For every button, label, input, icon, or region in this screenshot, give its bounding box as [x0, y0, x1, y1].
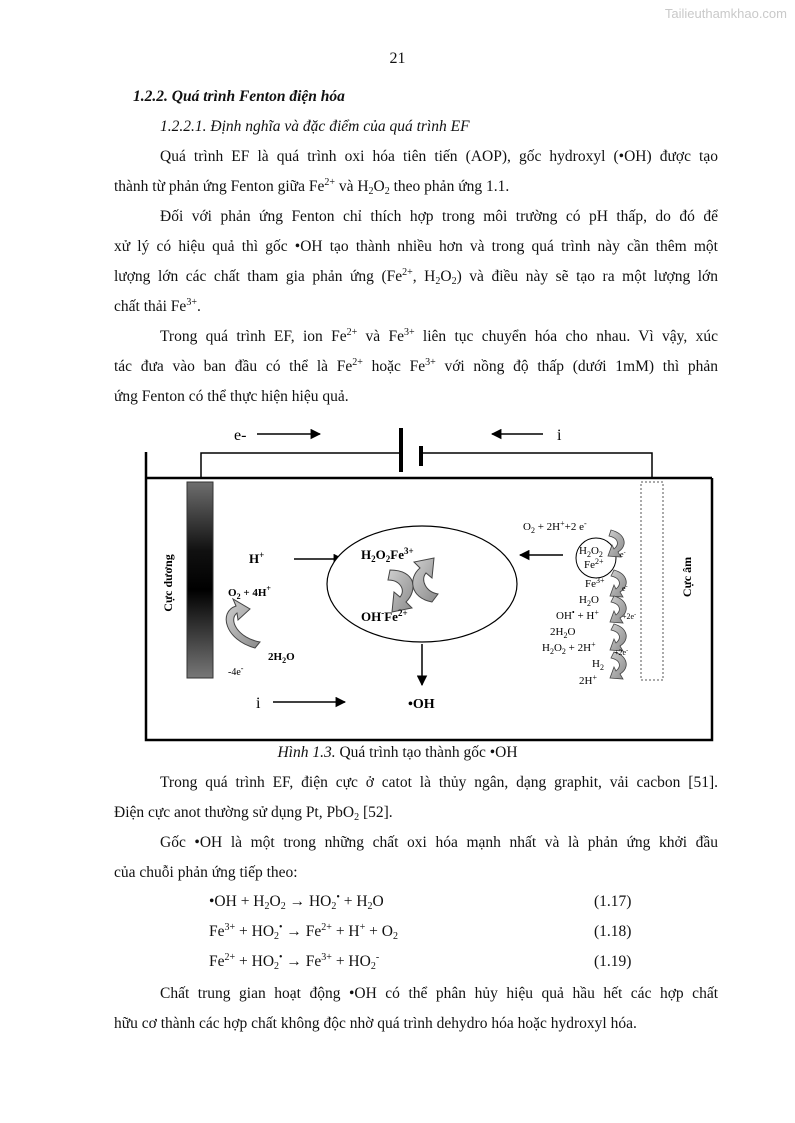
cathode-electrode — [641, 482, 663, 680]
cathode-c6: OH• + H+ — [556, 608, 599, 622]
figure-caption: Hình 1.3. Quá trình tạo thành gốc •OH — [277, 744, 518, 761]
paragraph-line: ứng Fenton có thể thực hiện hiệu quả. — [114, 388, 349, 405]
paragraph-line: Quá trình EF là quá trình oxi hóa tiên tiến (AOP), gốc hydroxyl (•OH) được tạo — [160, 148, 718, 165]
section-title: 1.2.2. Quá trình Fenton điện hóa — [133, 88, 345, 105]
paragraph-line: Trong quá trình EF, điện cực ở catot là thủy ngân, dạng graphit, vải cacbon [51]. — [160, 774, 718, 791]
cathode-label: Cực âm — [680, 556, 694, 598]
small-e-label: e- — [620, 550, 626, 559]
page-number: 21 — [389, 50, 406, 67]
cathode-c5: $H_2O$ — [579, 594, 599, 608]
small-e-label: +2e- — [614, 648, 629, 657]
paragraph-line: Đối với phản ứng Fenton chỉ thích hợp trong môi trường có pH thấp, do đó để — [160, 208, 718, 225]
i-label-top: i — [557, 427, 562, 444]
paragraph-line: lượng lớn các chất tham gia phản ứng ($Fe^{2+}$, $H_2O_2$) và điều này sẽ tạo ra một lượng lớn — [114, 267, 719, 287]
paragraph-line: Trong quá trình EF, ion $Fe^{2+}$ và $Fe^{3+}$ liên tục chuyển hóa cho nhau. Vì vậy, xúc — [160, 327, 718, 345]
cathode-c3: $Fe^{2+}$ — [584, 557, 604, 571]
cathode-c7: $2H_2O$ — [550, 626, 576, 640]
center-top: $H_2O_2Fe^{3+}$ — [361, 546, 414, 564]
wire-right — [421, 453, 652, 478]
subsection-title: 1.2.2.1. Định nghĩa và đặc điểm của quá trình EF — [160, 118, 470, 135]
paragraph-line: Gốc •OH là một trong những chất oxi hóa mạnh nhất và là phản ứng khởi đầu — [160, 834, 718, 851]
equation-3: $Fe^{2+} + HO_2^• \to Fe^{3+} + HO_2^-$ (1.19) — [209, 952, 632, 972]
paragraph-line: xử lý có hiệu quả thì gốc •OH tạo thành nhiều hơn và trong quá trình này cần thêm một — [114, 238, 718, 255]
minus-4e: -4e- — [228, 664, 244, 678]
cathode-c1: $O_2 + 2H^++2$ e- — [523, 519, 587, 535]
cathode-c10: 2H+ — [579, 673, 597, 687]
two-h2o: $2H_2O$ — [268, 651, 295, 665]
paragraph-line: Điện cực anot thường sử dụng Pt, PbO$_2$ [52]. — [114, 804, 393, 823]
paragraph-line: thành từ phản ứng Fenton giữa $Fe^{2+}$ và $H_2O_2$ theo phản ứng 1.1. — [114, 177, 510, 197]
paragraph-line: hữu cơ thành các hợp chất không độc nhờ quá trình dehydro hóa hoặc hydroxyl hóa. — [114, 1015, 637, 1032]
cathode-c2: $H_2O_2$ — [579, 545, 603, 559]
cathode-c9: $H_2$ — [592, 658, 604, 672]
i-label-bottom: i — [256, 695, 261, 712]
anode-curved-arrow — [226, 599, 260, 648]
h-plus: H+ — [249, 550, 265, 566]
paragraph-line: của chuỗi phản ứng tiếp theo: — [114, 864, 298, 881]
small-e-label: e- — [622, 584, 628, 593]
watermark: Tailieuthamkhao.com — [664, 6, 787, 21]
equation-2: $Fe^{3+} + HO_2^• \to Fe^{2+} + H^+ + O_2$ (1.18) — [209, 922, 632, 942]
o2-4h: $O_2 + 4H^+$ — [228, 584, 271, 601]
e-label: e- — [234, 427, 247, 444]
oh-radical: •OH — [408, 697, 435, 712]
paragraph-line: chất thải $Fe^{3+}$. — [114, 297, 201, 315]
anode-label: Cực dương — [161, 554, 175, 612]
cathode-curve-arrow — [610, 624, 626, 651]
cathode-c8: $H_2O_2 + 2H^+$ — [542, 640, 596, 656]
small-e-label: +2e- — [622, 612, 637, 621]
cathode-c4: $Fe^{3+}$ — [585, 576, 605, 590]
paragraph-line: tác đưa vào ban đầu có thể là $Fe^{2+}$ hoặc $Fe^{3+}$ với nồng độ thấp (dưới 1mM) thì phản — [114, 357, 718, 375]
paragraph-line: Chất trung gian hoạt động •OH có thể phân hủy hiệu quả hầu hết các hợp chất — [160, 985, 718, 1002]
equation-1: •OH + $H_2O_2 \to HO_2^• + H_2O$ (1.17) — [209, 892, 632, 912]
wire-left — [201, 453, 401, 478]
center-bottom: $OH^-Fe^{2+}$ — [361, 608, 408, 624]
anode-electrode — [187, 482, 213, 678]
